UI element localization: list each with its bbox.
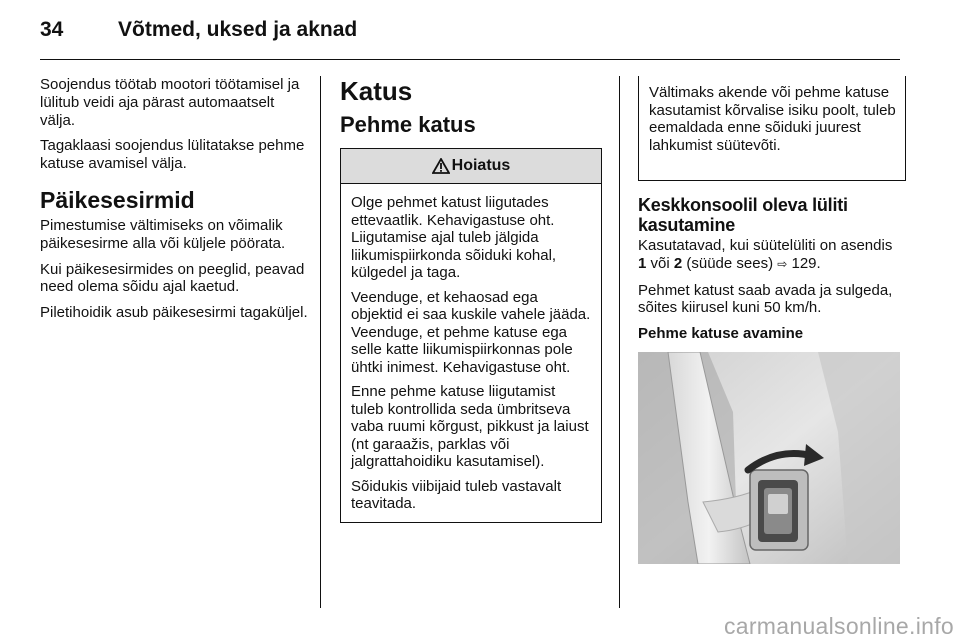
warning-box (340, 148, 602, 523)
subsection-heading-soft-top: Pehme katus (340, 112, 476, 137)
section-heading-console-switch: Keskkonsoolil oleva lüliti kasutamine (638, 195, 848, 235)
paragraph-ticket-holder: Piletihoidik asub päikesesirmi tagaküljel. (40, 304, 308, 322)
page-reference-arrow-icon: ⇨ (777, 256, 788, 271)
subheading-opening-soft-top: Pehme katuse avamine (638, 325, 804, 343)
warning-paragraph-careful: Olge pehmet katust liigutades ettevaatlik. Kehavigastuse oht. Liigutamise ajal tuleb jälgida liikumispiirkonda sõiduki kohal, külgedel ja taga. (351, 194, 557, 281)
section-heading-sun-visors: Päikesesirmid (40, 186, 195, 213)
column-middle (340, 76, 602, 523)
paragraph-rear-window-heating: Tagaklaasi soojendus lülitatakse pehme katuse avamisel välja. (40, 137, 305, 173)
section-heading-roof: Katus (340, 76, 413, 106)
warning-body (341, 184, 601, 522)
header-rule (40, 59, 900, 60)
warning-paragraph-inform: Sõidukis viibijaid tuleb vastavalt teavitada. (351, 477, 562, 512)
column-divider-right (619, 76, 620, 608)
warning-triangle-icon (432, 158, 450, 174)
column-right (638, 76, 900, 352)
warning-paragraph-clearance: Enne pehme katuse liigutamist tuleb kontrollida seda ümbritseva vaba ruumi kõrgust, pikkust ja laiust (nt garaažis, parklas või jalgrattahoidiku kasutamisel). (351, 383, 589, 470)
center-console-switch-photo (638, 352, 900, 564)
note-remove-key: Vältimaks akende või pehme katuse kasutamist kõrvalise isiku poolt, tuleb eemaldada enne sõiduki juurest lahkumist süütevõti. (649, 84, 896, 154)
chapter-title: Võtmed, uksed ja aknad (118, 18, 358, 41)
column-divider-left (320, 76, 321, 608)
note-box (638, 76, 906, 181)
watermark-text: carmanualsonline.info (723, 613, 954, 639)
column-left (40, 76, 308, 330)
warning-title: Hoiatus (451, 157, 511, 174)
page-number: 34 (40, 18, 64, 41)
paragraph-speed-limit: Pehmet katust saab avada ja sulgeda, sõites kiirusel kuni 50 km/h. (638, 281, 893, 317)
page-header (0, 0, 960, 60)
paragraph-switch-usable: Kasutatavad, kui süütelüliti on asendis 1 või 2 (süüde sees) ⇨ 129. (638, 237, 893, 272)
paragraph-heating-auto-off: Soojendus töötab mootori töötamisel ja lülitub veidi aja pärast automaatselt välja. (40, 76, 300, 129)
warning-paragraph-trapping: Veenduge, et kehaosad ega objektid ei saa kuskile vahele jääda. Veenduge, et pehme katuse ega selle katte liikumispiirkonnas pole ühtki inimest. Kehavigastuse oht. (351, 288, 591, 376)
warning-header (341, 149, 601, 184)
paragraph-sun-visor-swivel: Pimestumise vältimiseks on võimalik päikesesirme alla või küljele pöörata. (40, 216, 286, 252)
paragraph-sun-visor-mirrors: Kui päikesesirmides on peeglid, peavad need olema sõidu ajal kaetud. (40, 260, 305, 296)
